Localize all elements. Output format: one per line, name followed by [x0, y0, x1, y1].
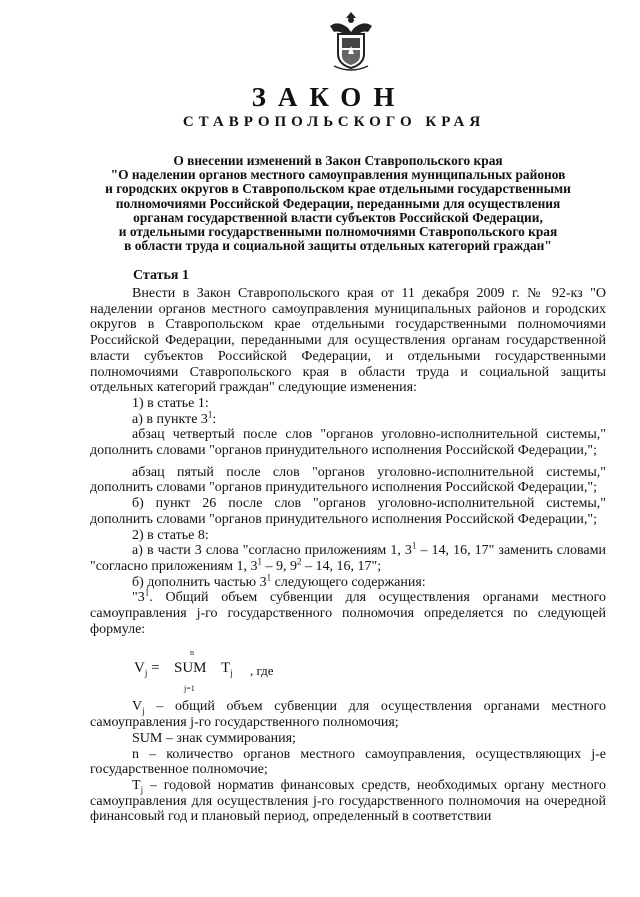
title-line: и отдельными государственными полномочиями Ставропольского края: [118, 224, 558, 240]
doc-region: СТАВРОПОЛЬСКОГО КРАЯ: [182, 114, 486, 130]
paragraph-abzac-5: абзац пятый после слов "органов уголовно-исполнительной системы," дополнить словами "органов принудительного исполнения Российской Федерации,";: [90, 464, 606, 496]
paragraph-b-add: б) дополнить частью $3^1$ следующего содержания:: [132, 572, 426, 590]
title-line: органам государственной власти субъектов Российской Федерации,: [133, 209, 543, 225]
formula-lhs: $V_j$ =: [134, 660, 160, 679]
title-line: полномочиями Российской Федерации, переданными для осуществления: [115, 195, 561, 211]
definition-t: $T_j$ – годовой норматив финансовых средств, необходимых органу местного самоуправления для осуществления j-го государственного полномочия на очередной финансовый год и плановый период, определенный в соответствии: [90, 777, 606, 825]
title-line: в области труда и социальной защиты отдельных категорий граждан": [124, 238, 552, 254]
paragraph-abzac-4: абзац четвертый после слов "органов уголовно-исполнительной системы," дополнить словами "органов принудительного исполнения Российской Федерации,";: [90, 427, 606, 459]
formula-lower-limit: j=1: [184, 684, 195, 694]
definition-sum: SUM – знак суммирования;: [132, 730, 296, 746]
article-body: [90, 286, 606, 825]
formula-sum: SUM: [174, 660, 207, 677]
title-line: "О наделении органов местного самоуправления муниципальных районов: [110, 167, 566, 183]
formula-tail: , где: [250, 663, 274, 679]
item-2: 2) в статье 8:: [132, 527, 209, 543]
coat-of-arms-icon: [326, 10, 376, 72]
paragraph-a-part3: а) в части 3 слова "согласно приложениям 1, $3^1 - 14$, 16, 17" заменить словами "согласно приложениям 1, $3^1 - 9$, $9^2 - 14$, 16, 17";: [90, 540, 606, 574]
doc-type: ЗАКОН: [251, 82, 407, 112]
paragraph-b-26: б) пункт 26 после слов "органов уголовно-исполнительной системы," дополнить словами "органов принудительного исполнения Российской Федерации,";: [90, 496, 606, 527]
formula-upper-limit: n: [190, 648, 194, 658]
title-line: и городских округов в Ставропольском крае отдельными государственными: [105, 181, 571, 197]
item-1a: а) в пункте $3^1$:: [132, 408, 217, 427]
formula-term: $T_j$: [221, 660, 233, 679]
title-line: О внесении изменений в Закон Ставропольского края: [173, 153, 503, 168]
definition-n: n – количество органов местного самоуправления, осуществляющих j-е государственное полномочие;: [90, 746, 606, 778]
paragraph-part-3-1: "$3^1$. Общий объем субвенции для осуществления органами местного самоуправления j-го государственного полномочия определяется по следующей формуле:: [90, 587, 606, 637]
definition-v: $V_j$ – общий объем субвенции для осуществления органами местного самоуправления j-го государственного полномочия;: [90, 699, 606, 731]
item-1: 1) в статье 1:: [132, 395, 209, 411]
article-intro: Внести в Закон Ставропольского края от 11 декабря 2009 г. № 92-кз "О наделении органов местного самоуправления муниципальных районов и городских округов в Ставропольском крае отдельными государственными полномочиями Российской Федерации, переданными для осуществления органам государственной власти субъектов Российской Федерации, и отдельными государственными полномочиями Ставропольского края в области труда и социальной защиты отдельных категорий граждан" следующие изменения:: [90, 286, 606, 396]
subvention-formula: [90, 641, 606, 699]
law-title: [80, 154, 596, 253]
article-heading: Статья 1: [133, 268, 189, 283]
